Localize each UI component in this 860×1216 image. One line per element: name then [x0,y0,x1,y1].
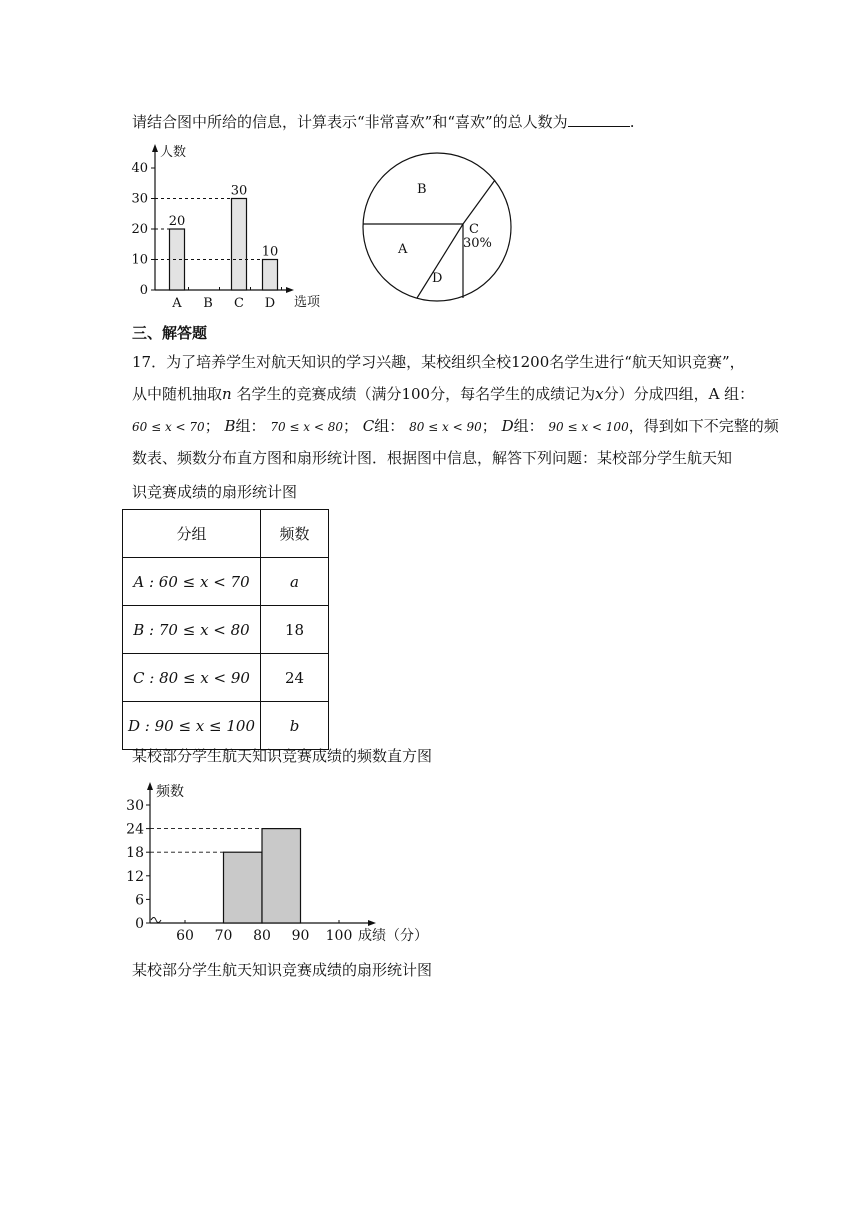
pie-label-c: C [469,222,479,237]
axis-break-icon [151,918,161,923]
table-cell-count: b [261,702,329,750]
bar-value-label: 20 [168,214,186,229]
range-c: 80 ≤ x < 90 [409,420,482,434]
question-text-2c: 分）分成四组，A 组： [603,385,755,403]
intro-prefix: 请结合图中所给的信息，计算表示“非常喜欢”和“喜欢”的总人数为 [132,113,568,131]
y-tick-label: 40 [131,161,148,176]
table-cell-group: C : 80 ≤ x < 90 [123,654,261,702]
x-tick-label: C [234,296,244,311]
intro-suffix: . [629,113,635,131]
table-cell-count: 24 [261,654,329,702]
y-tick-label: 6 [135,892,144,909]
y-tick-label: 0 [139,283,148,298]
group-c-name: C [362,417,375,435]
histogram-bar-80-90 [262,829,301,923]
histogram-caption: 某校部分学生航天知识竞赛成绩的频数直方图 [132,747,433,765]
table-cell-count: a [261,558,329,606]
x-tick-label: D [264,296,276,311]
histogram-bar-70-80 [224,852,263,923]
range-a: 60 ≤ x < 70 [132,420,205,434]
pie-label-c-percent: 30% [463,236,492,251]
sep-3: ； [481,417,497,435]
answer-blank [568,112,630,127]
sep-1: ； [204,417,220,435]
table-header-count: 频数 [261,510,329,558]
range-d: 90 ≤ x < 100 [548,420,629,434]
table-cell-group: D : 90 ≤ x ≤ 100 [123,702,261,750]
x-tick-label: 90 [291,928,310,944]
x-tick-label: B [203,296,213,311]
pie-label-a: A [398,242,408,257]
y-tick-label: 0 [135,916,144,932]
pie-divider-center-upper-right [463,180,495,224]
y-axis-arrow-icon [147,782,153,790]
sep-2: ； [343,417,359,435]
question-line-4: 数表、频数分布直方图和扇形统计图．根据图中信息，解答下列问题：某校部分学生航天知 [132,449,733,467]
x-tick-label: 80 [253,928,271,944]
question-text-1: 为了培养学生对航天知识的学习兴趣，某校组织全校1200名学生进行“航天知识竞赛”， [166,353,745,371]
bar-value-label: 30 [230,183,248,199]
x-tick-label: A [172,296,182,311]
x-tick-label: 100 [325,928,353,944]
y-tick-label: 10 [131,252,148,268]
bar-d [263,260,278,291]
bar-a [170,229,185,290]
x-axis-arrow-icon [368,920,376,926]
variable-n: n [222,385,232,403]
x-tick-label: 70 [214,928,233,944]
question-text-2b: 名学生的竞赛成绩（满分100分，每名学生的成绩记为 [236,385,596,403]
intro-question-line [132,112,634,132]
pie-chart-options [355,145,520,310]
variable-x: x [595,385,604,403]
y-axis-arrow-icon [152,144,158,152]
table-row [123,654,329,702]
y-tick-label: 24 [126,821,144,838]
x-axis-label: 选项 [294,295,321,310]
y-tick-label: 30 [126,798,144,814]
table-header-group: 分组 [123,510,261,558]
section-heading: 三、解答题 [132,324,208,342]
table-cell-group: A : 60 ≤ x < 70 [123,558,261,606]
bar-c [232,199,247,291]
table-cell-count: 18 [261,606,329,654]
y-axis-label: 人数 [160,145,187,160]
table-row [123,558,329,606]
group-c-label: 组： [374,417,405,435]
y-tick-label: 12 [126,868,144,885]
y-tick-label: 20 [131,222,148,237]
group-d-label: 组： [513,417,544,435]
table-header-row [123,510,329,558]
x-axis-arrow-icon [286,287,294,293]
range-b: 70 ≤ x < 80 [270,420,343,434]
pie-divider-center-lower-left [417,224,463,298]
frequency-table [122,509,329,750]
question-number: 17． [132,353,167,371]
group-b-name: B [224,417,236,435]
question-text-3-tail: ，得到如下不完整的频 [628,417,779,435]
pie-caption: 某校部分学生航天知识竞赛成绩的扇形统计图 [132,961,433,979]
group-d-name: D [501,417,514,435]
y-axis-label: 频数 [156,784,184,800]
x-axis-label: 成绩（分） [358,928,428,944]
table-row [123,702,329,750]
table-cell-group: B : 70 ≤ x < 80 [123,606,261,654]
bar-value-label: 10 [261,244,279,260]
x-tick-label: 60 [176,928,194,944]
histogram-scores [118,778,448,950]
question-text-2a: 从中随机抽取 [132,385,223,403]
question-line-5: 识竞赛成绩的扇形统计图 [132,483,298,501]
question-line-2 [132,384,754,404]
table-row [123,606,329,654]
y-tick-label: 18 [126,845,144,862]
y-tick-label: 30 [131,191,148,207]
pie-label-d: D [432,271,443,286]
question-line-3 [132,416,779,437]
group-b-label: 组： [235,417,266,435]
question-line-1 [132,352,745,372]
pie-label-b: B [417,182,427,197]
bar-chart-people [120,138,350,318]
